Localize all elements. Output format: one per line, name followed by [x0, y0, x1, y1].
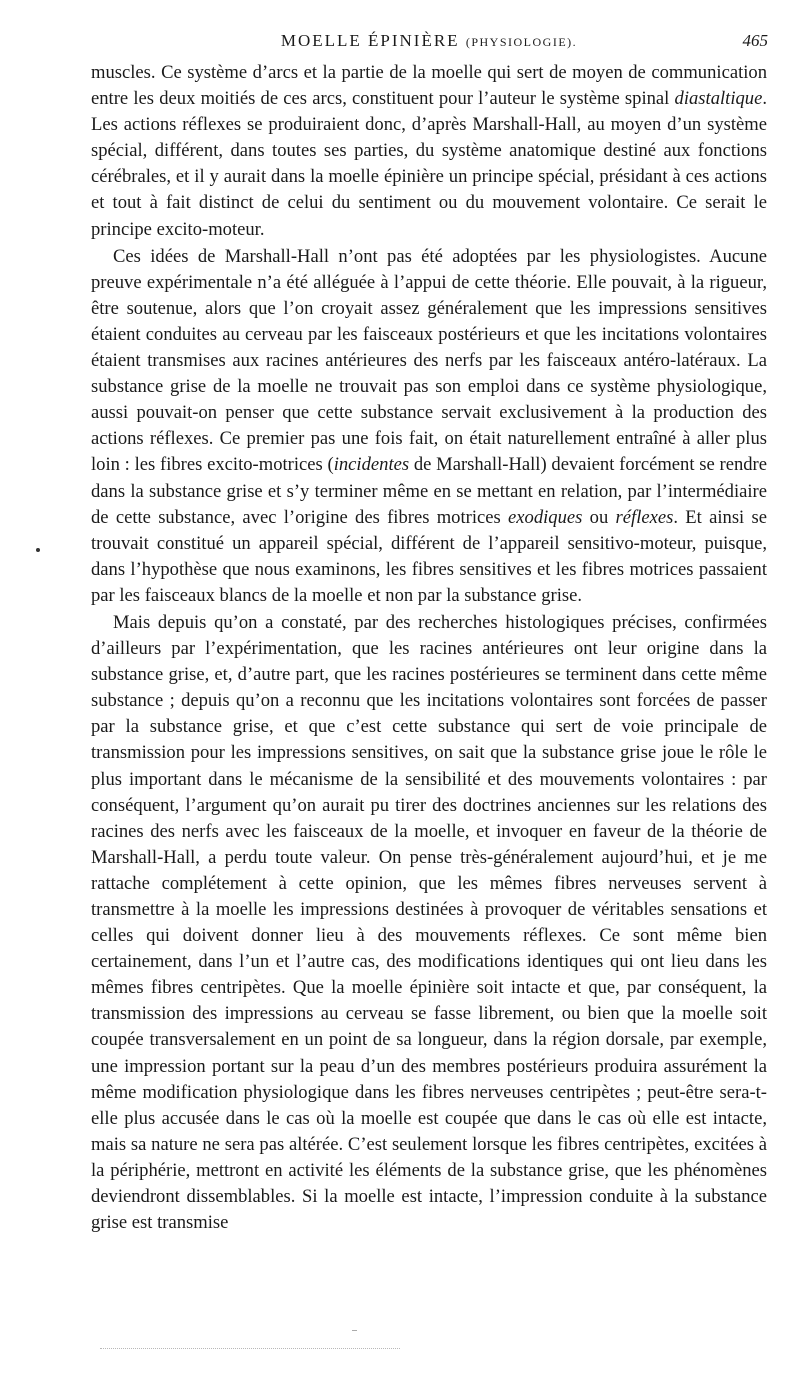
text-run: . Et ainsi se trouvait constitué un appareil spécial, différent de l’appareil sensitivo-moteur, puisque, dans l’hypothèse que nous examinons, les fibres sensitives et les fibres motrices passaient par les faisceaux blancs de la moelle et non par la substance grise. [91, 506, 767, 606]
print-speck [352, 1330, 357, 1331]
running-title-main: MOELLE ÉPINIÈRE [280, 31, 460, 50]
text-run: ou [582, 506, 616, 528]
running-head [90, 28, 768, 54]
page-number: 465 [742, 31, 768, 50]
footer-rule [100, 1348, 400, 1349]
running-title-subtitle: (PHYSIOLOGIE). [465, 35, 578, 49]
italic-term: exodiques [508, 506, 583, 528]
body-text [91, 60, 767, 1236]
paragraph-1 [91, 60, 767, 243]
text-run: Ces idées de Marshall-Hall n’ont pas été adoptées par les physiologistes. Aucune preuve expérimentale n’a été alléguée à l’appui de cette théorie. Elle pouvait, à la rigueur, être soutenue, alors que l’on croyait assez généralement que les impressions sensitives étaient conduites au cerveau par les faisceaux postérieurs et que les incitations volontaires étaient transmises aux racines antérieures des nerfs par les faisceaux antéro-latéraux. La substance grise de la moelle ne trouvait pas son emploi dans ce système physiologique, aussi pouvait-on penser que cette substance servait exclusivement à la production des actions réflexes. Ce premier pas une fois fait, on était naturellement entraîné à aller plus loin : les fibres excito-motrices ( [91, 245, 767, 476]
text-run: muscles. Ce système d’arcs et la partie de la moelle qui sert de moyen de communication entre les deux moitiés de ces arcs, constituent pour l’auteur le système spinal [91, 62, 767, 110]
text-run: de Marshall-Hall) devaient forcément se rendre dans la substance grise et s’y terminer même en se mettant en relation, par l’intermédiaire de cette substance, avec l’origine des fibres motrices [91, 454, 768, 528]
paragraph-2 [91, 244, 767, 609]
running-title [90, 28, 768, 55]
italic-term: réflexes [615, 506, 674, 528]
text-run: . Les actions réflexes se produiraient donc, d’après Marshall-Hall, au moyen d’un système spécial, différent, dans toutes ses parties, du système anatomique destiné aux fonctions cérébrales, et il y aurait dans la moelle épinière un principe spécial, présidant à ces actions et tout à fait distinct de celui du sentiment ou du mouvement volontaire. Ce serait le principe excito-moteur. [91, 88, 767, 240]
text-run: Mais depuis qu’on a constaté, par des recherches histologiques précises, confirmées d’ailleurs par l’expérimentation, que les racines antérieures ont leur origine dans la substance grise, et, d’autre part, que les racines postérieures se terminent dans cette même substance ; depuis qu’on a reconnu que les incitations volontaires sont forcées de passer par la substance grise, et que c’est cette substance qui sert de voie principale de transmission pour les impressions sensitives, on sait que la substance grise joue le rôle le plus important dans le mécanisme de la sensibilité et des mouvements volontaires : par conséquent, l’argument qu’on aurait pu tirer des doctrines anciennes sur les relations des racines des nerfs avec les faisceaux de la moelle, et invoquer en faveur de la théorie de Marshall-Hall, a perdu toute valeur. On pense très-généralement aujourd’hui, et je me rattache complétement à cette opinion, que les mêmes fibres nerveuses servent à transmettre à la moelle les impressions destinées à provoquer de véritables sensations et celles qui doivent donner lieu à des mouvements réflexes. Ce sont même bien certainement, dans l’un et l’autre cas, des modifications identiques qui ont lieu dans les mêmes fibres centripètes. Que la moelle épinière soit intacte et que, par conséquent, la transmission des impressions au cerveau se fasse librement, ou bien que la moelle soit coupée transversalement en un point de sa longueur, dans la région dorsale, par exemple, une impression portant sur la peau d’un des membres postérieurs produira assurément la même modification physiologique dans les fibres nerveuses centripètes ; peut-être sera-t-elle plus accusée dans le cas où la moelle est coupée que dans le cas où elle est intacte, mais sa nature ne sera pas altérée. C’est seulement lorsque les fibres centripètes, excitées à la périphérie, mettront en activité les éléments de la substance grise, que les phénomènes deviendront dissemblables. Si la moelle est intacte, l’impression conduite à la substance grise est transmise [91, 611, 767, 1234]
italic-term: diastaltique [674, 88, 763, 110]
margin-mark [36, 548, 40, 552]
italic-term: incidentes [333, 454, 410, 476]
paragraph-3 [91, 610, 767, 1236]
